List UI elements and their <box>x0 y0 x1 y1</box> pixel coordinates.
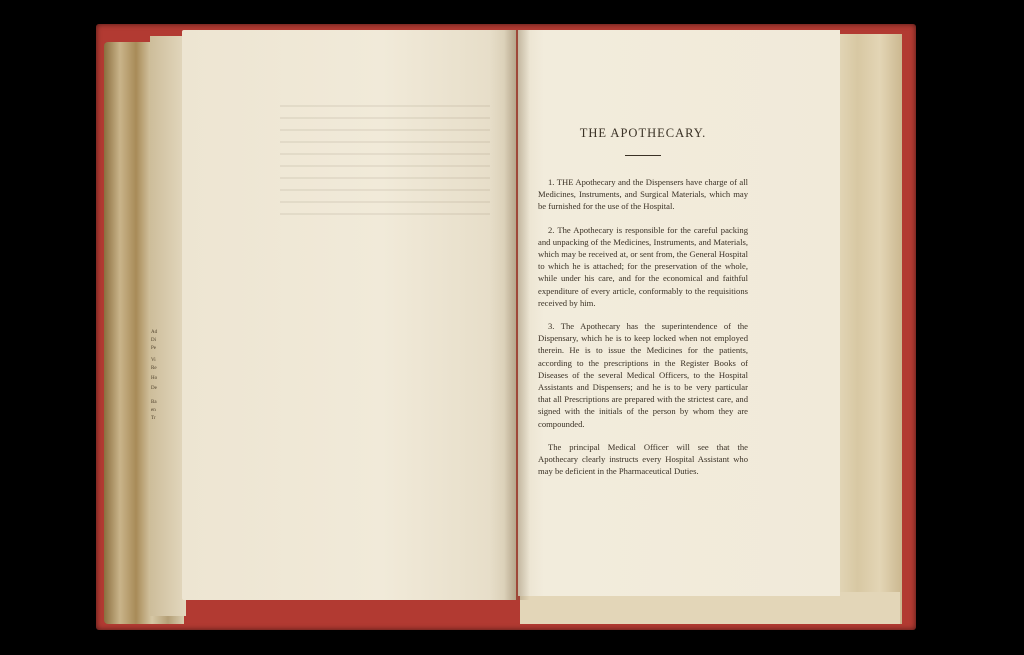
page-text <box>538 126 748 488</box>
chapter-title: THE APOTHECARY. <box>579 126 707 140</box>
edge-fragment: en <box>151 408 156 413</box>
paragraph-1: 1. THE Apothecary and the Dispensers have charge of all Medicines, Instruments, and Surgical Materials, which may be furnished for the use of the Hospital. <box>538 177 748 212</box>
spine-gutter <box>504 30 530 600</box>
edge-fragment: Ba <box>151 400 157 405</box>
edge-fragment: Di <box>151 338 156 343</box>
paragraph-3: 3. The Apothecary has the superintendence of the Dispensary, which he is to keep locked when not employed therein. He is to issue the Medicines for the patients, according to the prescriptions in the Register Books of Diseases of the several Medical Officers, to the Hospital Assistants and Dispensers; and he is to be very particular that all Prescriptions are prepared with the strictest care, and signed with the initials of the person by whom they are compounded. <box>538 321 748 429</box>
edge-fragment: Vi <box>151 358 156 363</box>
edge-fragment: Tr <box>151 416 156 421</box>
paragraph-2: 2. The Apothecary is responsible for the careful packing and unpacking of the Medicines, Instruments, and Materials, which may be received at, or sent from, the General Hospital to which he is attached; for the preservation of the whole, while under his care, and for the economical and faithful expenditure of every article, conformably to the requisitions received by him. <box>538 224 748 308</box>
left-underpage <box>150 36 186 616</box>
edge-fragment: Pe <box>151 346 156 351</box>
edge-fragment: De <box>151 386 157 391</box>
paragraph-4: The principal Medical Officer will see that the Apothecary clearly instructs every Hospital Assistant who may be deficient in the Pharmaceutical Duties. <box>538 441 748 477</box>
edge-fragment: Re <box>151 366 157 371</box>
edge-fragment: Ad <box>151 330 158 335</box>
edge-fragment: Ho <box>151 376 158 381</box>
show-through-text <box>280 95 490 245</box>
title-rule <box>625 155 661 156</box>
bottom-underpage <box>520 592 900 624</box>
